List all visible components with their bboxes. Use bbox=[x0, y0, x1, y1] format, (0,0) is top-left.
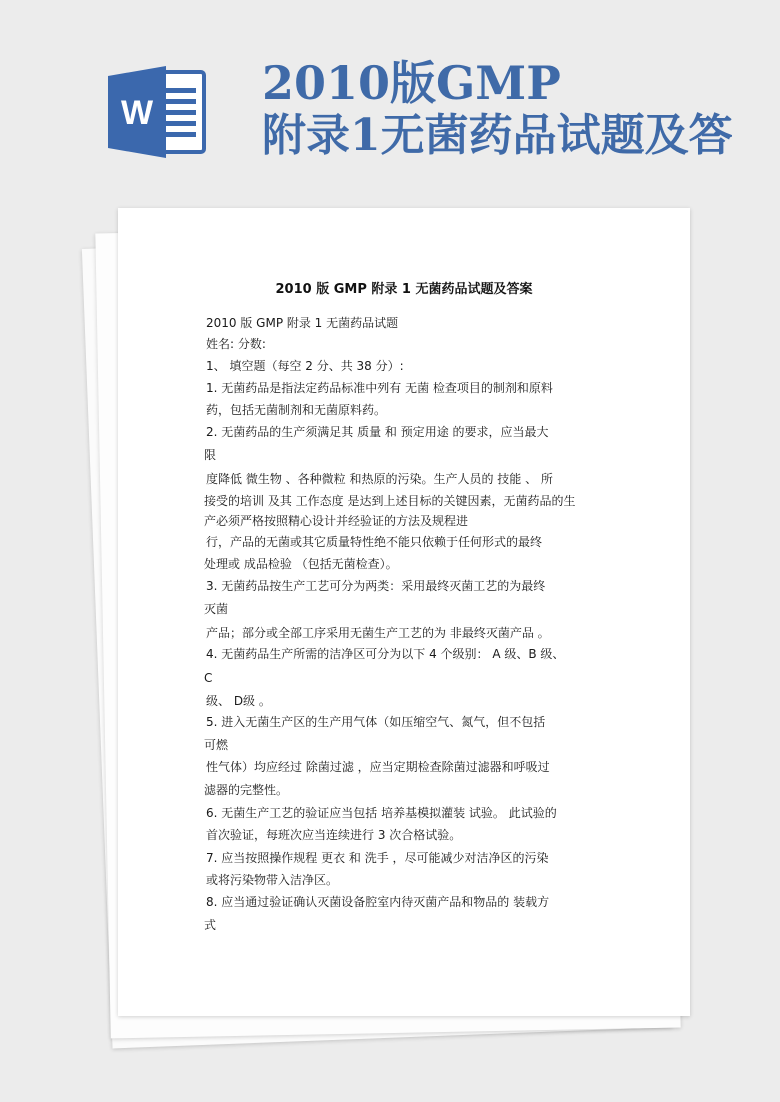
doc-line: 式 bbox=[204, 918, 217, 932]
doc-line: 药，包括无菌制剂和无菌原料药。 bbox=[206, 403, 387, 417]
doc-line: C bbox=[204, 671, 213, 685]
doc-line: 8. 应当通过验证确认灭菌设备腔室内待灭菌产品和物品的 装载方 bbox=[206, 895, 550, 909]
doc-line: 1. 无菌药品是指法定药品标准中列有 无菌 检查项目的制剂和原料 bbox=[206, 381, 553, 395]
doc-line: 处理或 成品检验 （包括无菌检查）。 bbox=[204, 557, 398, 571]
doc-line: 限 bbox=[204, 448, 217, 462]
banner-title-line2: 附录1无菌药品试题及答 bbox=[262, 110, 733, 161]
doc-line: 4. 无菌药品生产所需的洁净区可分为以下 4 个级别： A 级、B 级、 bbox=[206, 647, 565, 661]
word-document-icon bbox=[108, 66, 208, 158]
doc-line: 7. 应当按照操作规程 更衣 和 洗手 ，尽可能减少对洁净区的污染 bbox=[206, 851, 549, 865]
doc-line: 可燃 bbox=[204, 738, 229, 752]
doc-line: 5. 进入无菌生产区的生产用气体（如压缩空气、氮气，但不包括 bbox=[206, 715, 546, 729]
doc-line: 或将污染物带入洁净区。 bbox=[206, 873, 339, 887]
doc-line: 产品；部分或全部工序采用无菌生产工艺的为 非最终灭菌产品 。 bbox=[206, 626, 550, 640]
document-title: 2010 版 GMP 附录 1 无菌药品试题及答案 bbox=[275, 282, 533, 297]
svg-text:W: W bbox=[120, 94, 154, 132]
doc-line: 接受的培训 及其 工作态度 是达到上述目标的关键因素，无菌药品的生 bbox=[204, 494, 576, 508]
doc-line: 灭菌 bbox=[204, 602, 229, 616]
doc-line: 性气体）均应经过 除菌过滤 ，应当定期检查除菌过滤器和呼吸过 bbox=[206, 760, 550, 774]
doc-line: 2. 无菌药品的生产须满足其 质量 和 预定用途 的要求，应当最大 bbox=[206, 425, 549, 439]
doc-line: 姓名: 分数: bbox=[206, 337, 266, 351]
doc-line: 级、 D级 。 bbox=[206, 694, 271, 708]
doc-line: 首次验证，每班次应当连续进行 3 次合格试验。 bbox=[206, 828, 462, 842]
doc-line: 2010 版 GMP 附录 1 无菌药品试题 bbox=[206, 316, 399, 330]
doc-line: 行，产品的无菌或其它质量特性绝不能只依赖于任何形式的最终 bbox=[206, 535, 543, 549]
doc-line: 1、 填空题（每空 2 分、共 38 分）: bbox=[206, 359, 404, 373]
banner-title-line1: 2010版GMP bbox=[262, 56, 561, 110]
doc-line: 滤器的完整性。 bbox=[204, 783, 289, 797]
doc-line: 度降低 微生物 、各种微粒 和热原的污染。生产人员的 技能 、 所 bbox=[206, 472, 553, 486]
doc-line: 3. 无菌药品按生产工艺可分为两类：采用最终灭菌工艺的为最终 bbox=[206, 579, 546, 593]
doc-line: 产必须严格按照精心设计并经验证的方法及规程进 bbox=[204, 514, 469, 528]
doc-line: 6. 无菌生产工艺的验证应当包括 培养基模拟灌装 试验。 此试验的 bbox=[206, 806, 557, 820]
document-page bbox=[118, 208, 690, 1016]
